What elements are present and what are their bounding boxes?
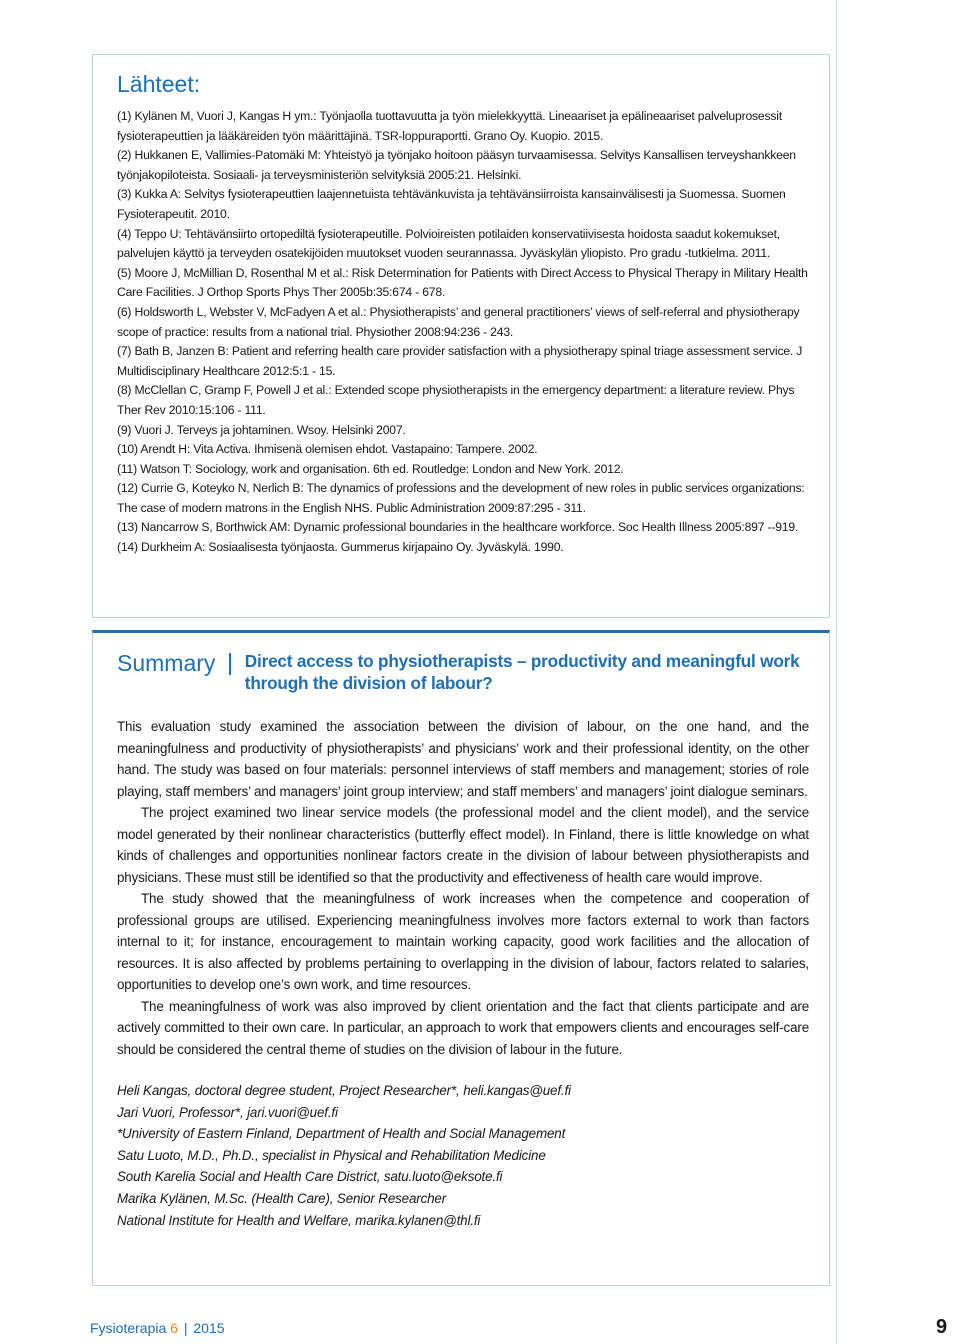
author-line: South Karelia Social and Health Care District, satu.luoto@eksote.fi xyxy=(117,1169,503,1185)
author-line: Jari Vuori, Professor*, jari.vuori@uef.fi xyxy=(117,1104,338,1120)
references-box xyxy=(92,54,830,618)
reference-item: (5) Moore J, McMillian D, Rosenthal M et al.: Risk Determination for Patients with Direct Access to Physical Therapy in Military Health Care Facilities. J Orthop Sports Phys Ther 2005b:35:674 - 678. xyxy=(117,265,808,300)
reference-item: (13) Nancarrow S, Borthwick AM: Dynamic professional boundaries in the healthcare workforce. Soc Health Illness 2005:897 --919. xyxy=(117,520,799,535)
page-margin-rule xyxy=(836,0,837,1344)
reference-item: (4) Teppo U: Tehtävänsiirto ortopediltä fysioterapeutille. Polvioireisten potilaiden konservatiivisesta hoidosta saadut kokemukset, palvelujen käyttö ja terveyden osatekijöiden muutokset vuoden seurannassa. Jyväskylän yliopisto. Pro gradu -tutkielma. 2011. xyxy=(117,226,780,261)
summary-title: Direct access to physiotherapists – productivity and meaningful work through the division of labour? xyxy=(244,651,800,693)
journal-issue: 6 xyxy=(170,1320,178,1336)
reference-item: (9) Vuori J. Terveys ja johtaminen. Wsoy. Helsinki 2007. xyxy=(117,422,406,437)
reference-item: (7) Bath B, Janzen B: Patient and referring health care provider satisfaction with a physiotherapy spinal triage assessment service. J Multidisciplinary Healthcare 2012:5:1 - 15. xyxy=(117,344,803,378)
author-list xyxy=(117,1080,809,1231)
reference-item: (14) Durkheim A: Sosiaalisesta työnjaosta. Gummerus kirjapaino Oy. Jyväskylä. 1990. xyxy=(117,540,564,555)
reference-item: (12) Currie G, Koteyko N, Nerlich B: The dynamics of professions and the development of new roles in public services organizations: The case of modern matrons in the English NHS. Public Administration 2009:87:295 - 311. xyxy=(117,481,805,515)
reference-item: (2) Hukkanen E, Vallimies-Patomäki M: Yhteistyö ja työnjako hoitoon pääsyn turvaamisessa. Selvitys Kansallisen terveyshankkeen työnjakopiloteista. Sosiaali- ja terveysministeriön selvityksiä 2005:21. Helsinki. xyxy=(117,148,796,182)
reference-item: (11) Watson T: Sociology, work and organisation. 6th ed. Routledge: London and New York. 2012. xyxy=(117,461,624,476)
summary-label: Summary xyxy=(117,650,216,676)
abstract-paragraph: This evaluation study examined the association between the division of labour, on the one hand, and the meaningfulness and productivity of physiotherapists’ and physicians’ work and their professional identity, on the other hand. The study was based on four materials: personnel interviews of staff members and management; stories of role playing, staff members’ and managers’ joint group interview; and staff members’ and managers’ joint dialogue seminars. xyxy=(117,719,809,799)
author-line: Satu Luoto, M.D., Ph.D., specialist in Physical and Rehabilitation Medicine xyxy=(117,1147,546,1163)
author-line: *University of Eastern Finland, Department of Health and Social Management xyxy=(117,1126,566,1142)
journal-year: 2015 xyxy=(193,1320,225,1336)
summary-header xyxy=(117,651,809,694)
author-line: Marika Kylänen, M.Sc. (Health Care), Senior Researcher xyxy=(117,1190,447,1206)
abstract-paragraph: The study showed that the meaningfulness of work increases when the competence and cooperation of professional groups are utilised. Experiencing meaningfulness involves more factors external to work than factors internal to it; for instance, encouragement to maintain working capacity, good work facilities and the allocation of resources. It is also affected by problems pertaining to overlapping in the division of labour, factors related to salaries, opportunities to develop one’s own work, and time resources. xyxy=(117,891,809,992)
author-line: Heli Kangas, doctoral degree student, Project Researcher*, heli.kangas@uef.fi xyxy=(117,1083,571,1098)
reference-item: (8) McClellan C, Gramp F, Powell J et al.: Extended scope physiotherapists in the emergency department: a literature review. Phys Ther Rev 2010:15:106 - 111. xyxy=(117,383,795,417)
references-list xyxy=(117,107,813,558)
journal-footer xyxy=(90,1320,225,1336)
author-line: National Institute for Health and Welfare, marika.kylanen@thl.fi xyxy=(117,1212,481,1228)
reference-item: (3) Kukka A: Selvitys fysioterapeuttien laajennetuista tehtävänkuvista ja tehtävänsiirroista kansainvälisesti ja Suomessa. Suomen Fysioterapeutit. 2010. xyxy=(117,187,786,221)
reference-item: (1) Kylänen M, Vuori J, Kangas H ym.: Työnjaolla tuottavuutta ja työn mielekkyyttä. Lineaariset ja epälineaariset palveluprosessit fysioterapeuttien ja lääkäreiden työn määrittäjinä. TSR-loppuraportti. Grano Oy. Kuopio. 2015. xyxy=(117,109,782,143)
summary-box xyxy=(92,630,830,1286)
summary-abstract xyxy=(117,716,809,1060)
abstract-paragraph: The project examined two linear service models (the professional model and the client model), and the service model generated by their nonlinear characteristics (butterfly effect model). In Finland, there is little knowledge on what kinds of challenges and opportunities nonlinear factors create in the division of labour between physiotherapists and physicians. These must still be identified so that the productivity and effectiveness of health care would improve. xyxy=(117,805,809,885)
abstract-paragraph: The meaningfulness of work was also improved by client orientation and the fact that clients participate and are actively committed to their own care. In particular, an approach to work that empowers clients and encourages self-care should be considered the central theme of studies on the division of labour in the future. xyxy=(117,998,809,1057)
footer-separator: | xyxy=(183,1320,188,1336)
summary-divider xyxy=(229,653,230,675)
references-title: Lähteet: xyxy=(117,71,201,97)
page-number: 9 xyxy=(936,1316,948,1338)
reference-item: (10) Arendt H: Vita Activa. Ihmisenä olemisen ehdot. Vastapaino: Tampere. 2002. xyxy=(117,442,538,457)
reference-item: (6) Holdsworth L, Webster V, McFadyen A et al.: Physiotherapists’ and general practitioners’ views of self-referral and physiotherapy scope of practice: results from a national trial. Physiother 2008:94:236 - 243. xyxy=(117,304,800,339)
journal-name: Fysioterapia xyxy=(90,1320,167,1336)
